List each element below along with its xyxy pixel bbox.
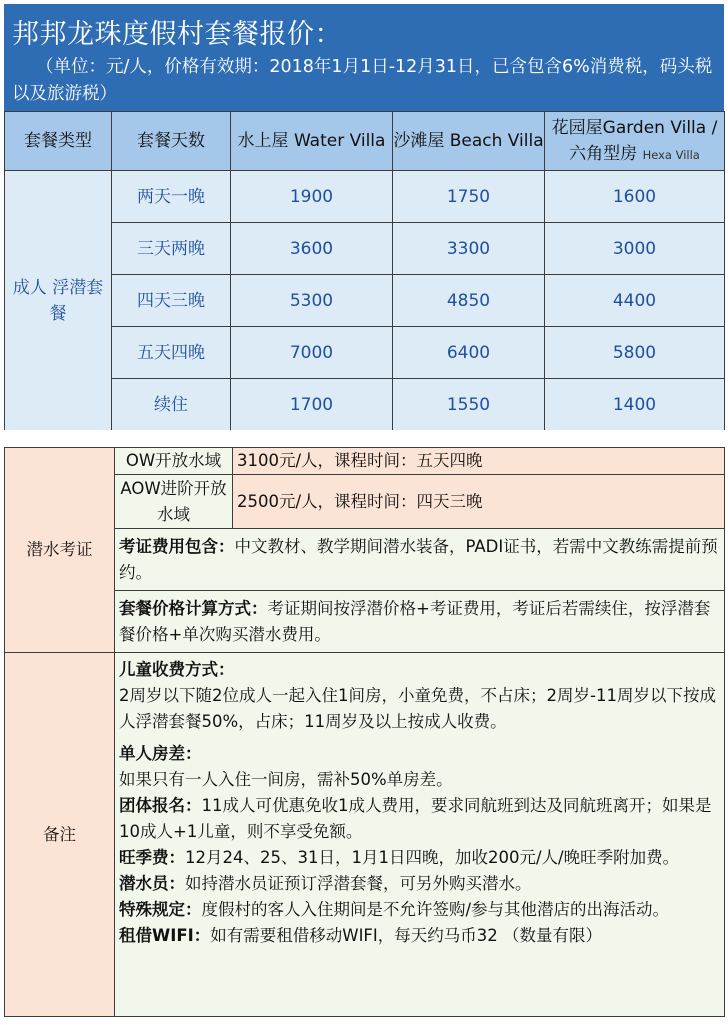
child-item (119, 657, 720, 683)
calc-cell (115, 591, 725, 653)
rule-text: 度假村的客人入住期间是不允许签购/参与其他潜店的出海活动。 (201, 900, 670, 919)
peak-text: 12月24、25、31日，1月1日四晚，加收200元/人/晚旺季附加费。 (185, 848, 680, 867)
wifi-label: 租借WIFI： (119, 926, 211, 945)
col-beach-en: Beach Villa (449, 131, 544, 151)
ow-row (5, 448, 725, 475)
child-text: 2周岁以下随2位成人一起入住1间房，小童免费，不占床；2周岁-11周岁以下按成人浮潜套餐50%，占床；11周岁及以上按成人收费。 (119, 686, 716, 731)
wifi-text: 如有需要租借移动WIFI，每天约马币32 （数量有限） (210, 926, 603, 945)
wifi-item (119, 923, 720, 949)
package-type-cell (5, 171, 112, 431)
col-type-header: 套餐类型 (5, 112, 112, 171)
water-price: 5300 (231, 275, 393, 327)
diving-notes-table (4, 447, 724, 1017)
days-cell: 两天一晚 (112, 171, 231, 223)
group-item (119, 793, 720, 845)
garden-price: 1600 (545, 171, 725, 223)
table-row (5, 327, 725, 379)
fee-cell (115, 529, 725, 591)
page-title: 邦邦龙珠度假村套餐报价： (12, 19, 342, 50)
col-garden-header (545, 112, 725, 171)
col-water-header (231, 112, 393, 171)
garden-price: 5800 (545, 327, 725, 379)
table-row (5, 379, 725, 431)
single-label: 单人房差： (119, 744, 202, 763)
col-garden-cn2: /六角型房 (569, 117, 718, 164)
section-gap (0, 430, 728, 447)
aow-name: AOW进阶开放水域 (115, 475, 233, 529)
aow-value: 2500元/人，课程时间：四天三晚 (233, 475, 725, 529)
diver-text: 如持潜水员证预订浮潜套餐，可另外购买潜水。 (185, 874, 532, 893)
diver-label: 潜水员： (119, 874, 185, 893)
calc-label: 套餐价格计算方式： (119, 598, 268, 618)
col-beach-header (393, 112, 545, 171)
single-item (119, 741, 720, 767)
ow-name: OW开放水域 (115, 448, 233, 475)
child-label: 儿童收费方式： (119, 660, 235, 679)
table-row (5, 223, 725, 275)
col-beach-cn: 沙滩屋 (393, 131, 445, 151)
days-cell: 四天三晚 (112, 275, 231, 327)
ow-value: 3100元/人，课程时间：五天四晚 (233, 448, 725, 475)
beach-price: 4850 (393, 275, 545, 327)
days-cell: 三天两晚 (112, 223, 231, 275)
col-garden-cn: 花园屋Garden Villa (551, 117, 707, 138)
water-price: 7000 (231, 327, 393, 379)
price-table-header (5, 112, 725, 171)
garden-price: 1400 (545, 379, 725, 431)
water-price: 1900 (231, 171, 393, 223)
days-cell: 五天四晚 (112, 327, 231, 379)
page-subtitle: （单位：元/人，价格有效期：2018年1月1日-12月31日，已含包含6%消费税，码头税以及旅游税） (12, 57, 713, 104)
package-type-line2: 浮潜套餐 (49, 277, 104, 324)
fee-label: 考证费用包含： (119, 536, 235, 556)
days-cell: 续住 (112, 379, 231, 431)
diver-item (119, 871, 720, 897)
group-label: 团体报名： (119, 796, 202, 815)
rule-item (119, 897, 720, 923)
beach-price: 6400 (393, 327, 545, 379)
package-type-line1: 成人 (12, 277, 47, 298)
col-days-header: 套餐天数 (112, 112, 231, 171)
garden-price: 4400 (545, 275, 725, 327)
notes-row (5, 653, 725, 1017)
notes-cell (115, 653, 725, 1017)
notes-category: 备注 (5, 653, 115, 1017)
table-row (5, 171, 725, 223)
group-text: 11成人可优惠免收1成人费用，要求同航班到达及同航班离开；如果是10成人+1儿童，则不享受免额。 (119, 796, 712, 841)
peak-item (119, 845, 720, 871)
table-row (5, 275, 725, 327)
garden-price: 3000 (545, 223, 725, 275)
col-garden-en: Hexa Villa (642, 147, 700, 162)
peak-label: 旺季费： (119, 848, 185, 867)
single-text: 如果只有一人入住一间房，需补50%单房差。 (119, 770, 453, 789)
col-water-en: Water Villa (293, 131, 386, 151)
header-banner (4, 4, 724, 111)
calc-text: 考证期间按浮潜价格+考证费用，考证后若需续住，按浮潜套餐价格+单次购买潜水费用。 (119, 598, 711, 644)
col-water-cn: 水上屋 (237, 131, 289, 151)
diving-category: 潜水考证 (5, 448, 115, 653)
rule-label: 特殊规定： (119, 900, 202, 919)
fee-text: 中文教材、教学期间潜水装备，PADI证书，若需中文教练需提前预约。 (119, 536, 718, 582)
water-price: 1700 (231, 379, 393, 431)
beach-price: 3300 (393, 223, 545, 275)
water-price: 3600 (231, 223, 393, 275)
price-table (4, 111, 724, 430)
beach-price: 1550 (393, 379, 545, 431)
beach-price: 1750 (393, 171, 545, 223)
